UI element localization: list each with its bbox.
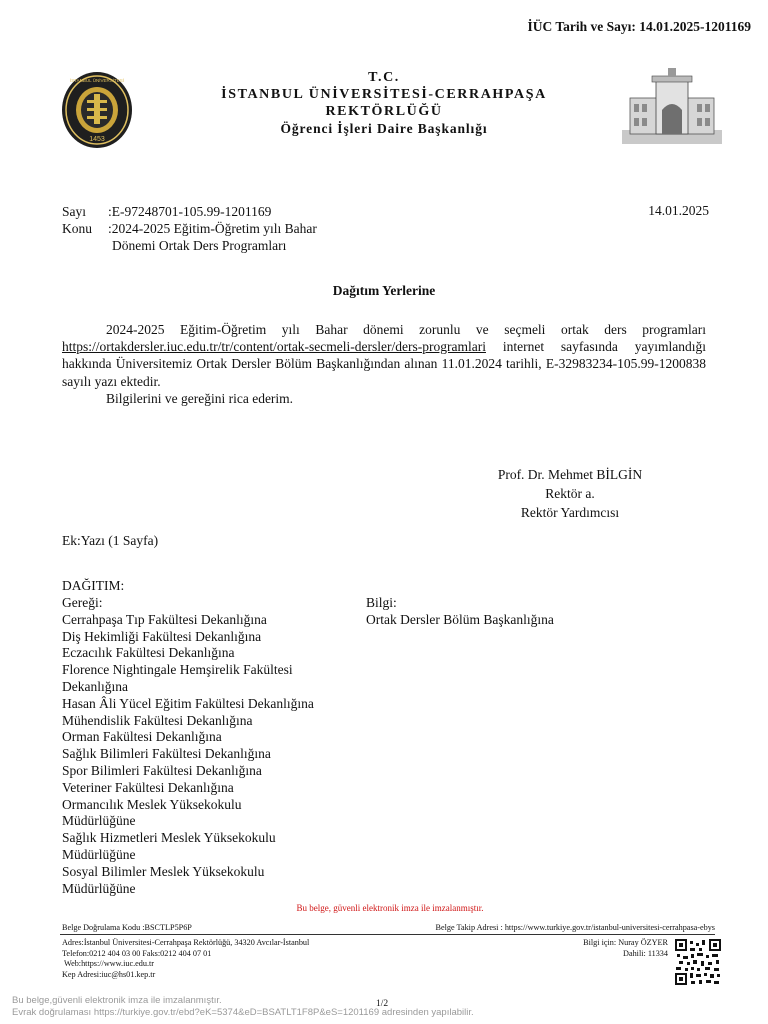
recipient-title: Dağıtım Yerlerine [332,283,436,298]
watermark-line-2: Evrak doğrulaması https://turkiye.gov.tr/ebd?eK=5374&eD=BSATLT1F8P&eS=1201169 adresinden yapılabilir. [12,1007,474,1018]
list-item: Orman Fakültesi Dekanlığına [62,729,222,745]
footer-divider [60,934,715,935]
verification-code: Belge Doğrulama Kodu :BSCTLP5P6P [62,923,192,932]
footer-info [583,938,668,959]
list-item: Dekanlığına [62,678,128,694]
letterhead-country: T.C. [368,70,400,85]
letterhead-university: İSTANBUL ÜNİVERSİTESİ-CERRAHPAŞA [221,87,547,102]
list-item: Diş Hekimliği Fakültesi Dekanlığına [62,628,262,644]
distribution-gereği [62,595,362,897]
konu-value-line1: :2024-2025 Eğitim-Öğretim yılı Bahar [108,221,317,236]
watermark-line-1: Bu belge,güvenli elektronik imza ile imzalanmıştır. [12,995,222,1006]
list-item: Müdürlüğüne [62,846,136,862]
signatory-title-1: Rektör a. [545,486,595,501]
footer-address: Adres:İstanbul Üniversitesi-Cerrahpaşa Rektörlüğü, 34320 Avcılar-İstanbul [62,938,310,947]
document-reference: İÜC Tarih ve Sayı: 14.01.2025-1201169 [527,19,751,34]
body-paragraph-1 [62,321,706,390]
konu-value-line2: Dönemi Ortak Ders Programları [112,238,287,253]
list-item: Müdürlüğüne [62,880,136,896]
page-number: 1/2 [376,999,389,1009]
sayi-value: :E-97248701-105.99-1201169 [108,204,272,219]
list-item: Sosyal Bilimler Meslek Yüksekokulu [62,863,265,879]
list-item: Müdürlüğüne [62,813,136,829]
footer-web: Web:https://www.iuc.edu.tr [64,959,154,968]
sayi-label: Sayı [62,204,87,219]
signatory-name: Prof. Dr. Mehmet BİLGİN [497,467,643,482]
footer-phone: Telefon:0212 404 03 00 Faks:0212 404 07 01 [62,948,212,958]
letterhead-rectorate: REKTÖRLÜĞÜ [325,104,443,119]
info-extension: Dahili: 11334 [623,948,668,958]
list-item: Ortak Dersler Bölüm Başkanlığına [366,611,554,627]
body-paragraph-2: Bilgilerini ve gereğini rica ederim. [106,390,294,406]
esign-note: Bu belge, güvenli elektronik imza ile imzalanmıştır. [296,903,484,913]
distribution-bilgi [366,595,666,629]
signatory-title-2: Rektör Yardımcısı [520,505,620,520]
list-item: Sağlık Hizmetleri Meslek Yüksekokulu [62,830,276,846]
list-item: Spor Bilimleri Fakültesi Dekanlığına [62,762,262,778]
programs-link[interactable]: https://ortakdersler.iuc.edu.tr/tr/content/ortak-secmeli-dersler/ders-programlari [62,339,486,355]
distribution-title: DAĞITIM: [62,578,125,593]
konu-label: Konu [62,221,92,236]
list-item: Mühendislik Fakültesi Dekanlığına [62,712,253,728]
qr-code-icon [675,939,721,985]
list-item: Eczacılık Fakültesi Dekanlığına [62,645,235,661]
letterhead [0,69,768,137]
signature-block [470,465,670,522]
list-item: Ormancılık Meslek Yüksekokulu [62,796,242,812]
body-p1-end: internet sayfasında yayımlandığı hakkında Üniversitemiz Ortak Dersler Bölüm Başkanlığından alınan 11.01.2024 tarihli, E-32983234-105.99-1200838 sayılı yazı ektedir. [62,339,707,389]
letterhead-department: Öğrenci İşleri Daire Başkanlığı [280,121,488,136]
body-p1-start: 2024-2025 Eğitim-Öğretim yılı Bahar dönemi zorunlu ve seçmeli ortak ders programları [106,322,706,337]
list-item: Hasan Âli Yücel Eğitim Fakültesi Dekanlığına [62,695,314,711]
gereği-label: Gereği: [62,595,103,610]
document-date: 14.01.2025 [648,203,709,218]
list-item: Sağlık Bilimleri Fakültesi Dekanlığına [62,746,271,762]
footer-contact [62,938,309,980]
bilgi-label: Bilgi: [366,595,397,610]
list-item: Veteriner Fakültesi Dekanlığına [62,779,234,795]
list-item: Cerrahpaşa Tıp Fakültesi Dekanlığına [62,611,267,627]
list-item: Florence Nightingale Hemşirelik Fakültesi [62,662,293,678]
tracking-address: Belge Takip Adresi : https://www.turkiye.gov.tr/istanbul-universitesi-cerrahpasa-ebys [435,923,715,932]
letter-body [62,321,706,407]
document-meta [62,203,317,254]
esign-watermark [12,995,474,1019]
footer-kep: Kep Adresi:iuc@hs01.kep.tr [62,969,156,979]
svg-text:1453: 1453 [89,136,105,143]
attachment-note: Ek:Yazı (1 Sayfa) [62,533,159,548]
info-person: Bilgi için: Nuray ÖZYER [583,938,668,947]
svg-text:İSTANBUL ÜNİVERSİTESİ: İSTANBUL ÜNİVERSİTESİ [69,78,125,83]
